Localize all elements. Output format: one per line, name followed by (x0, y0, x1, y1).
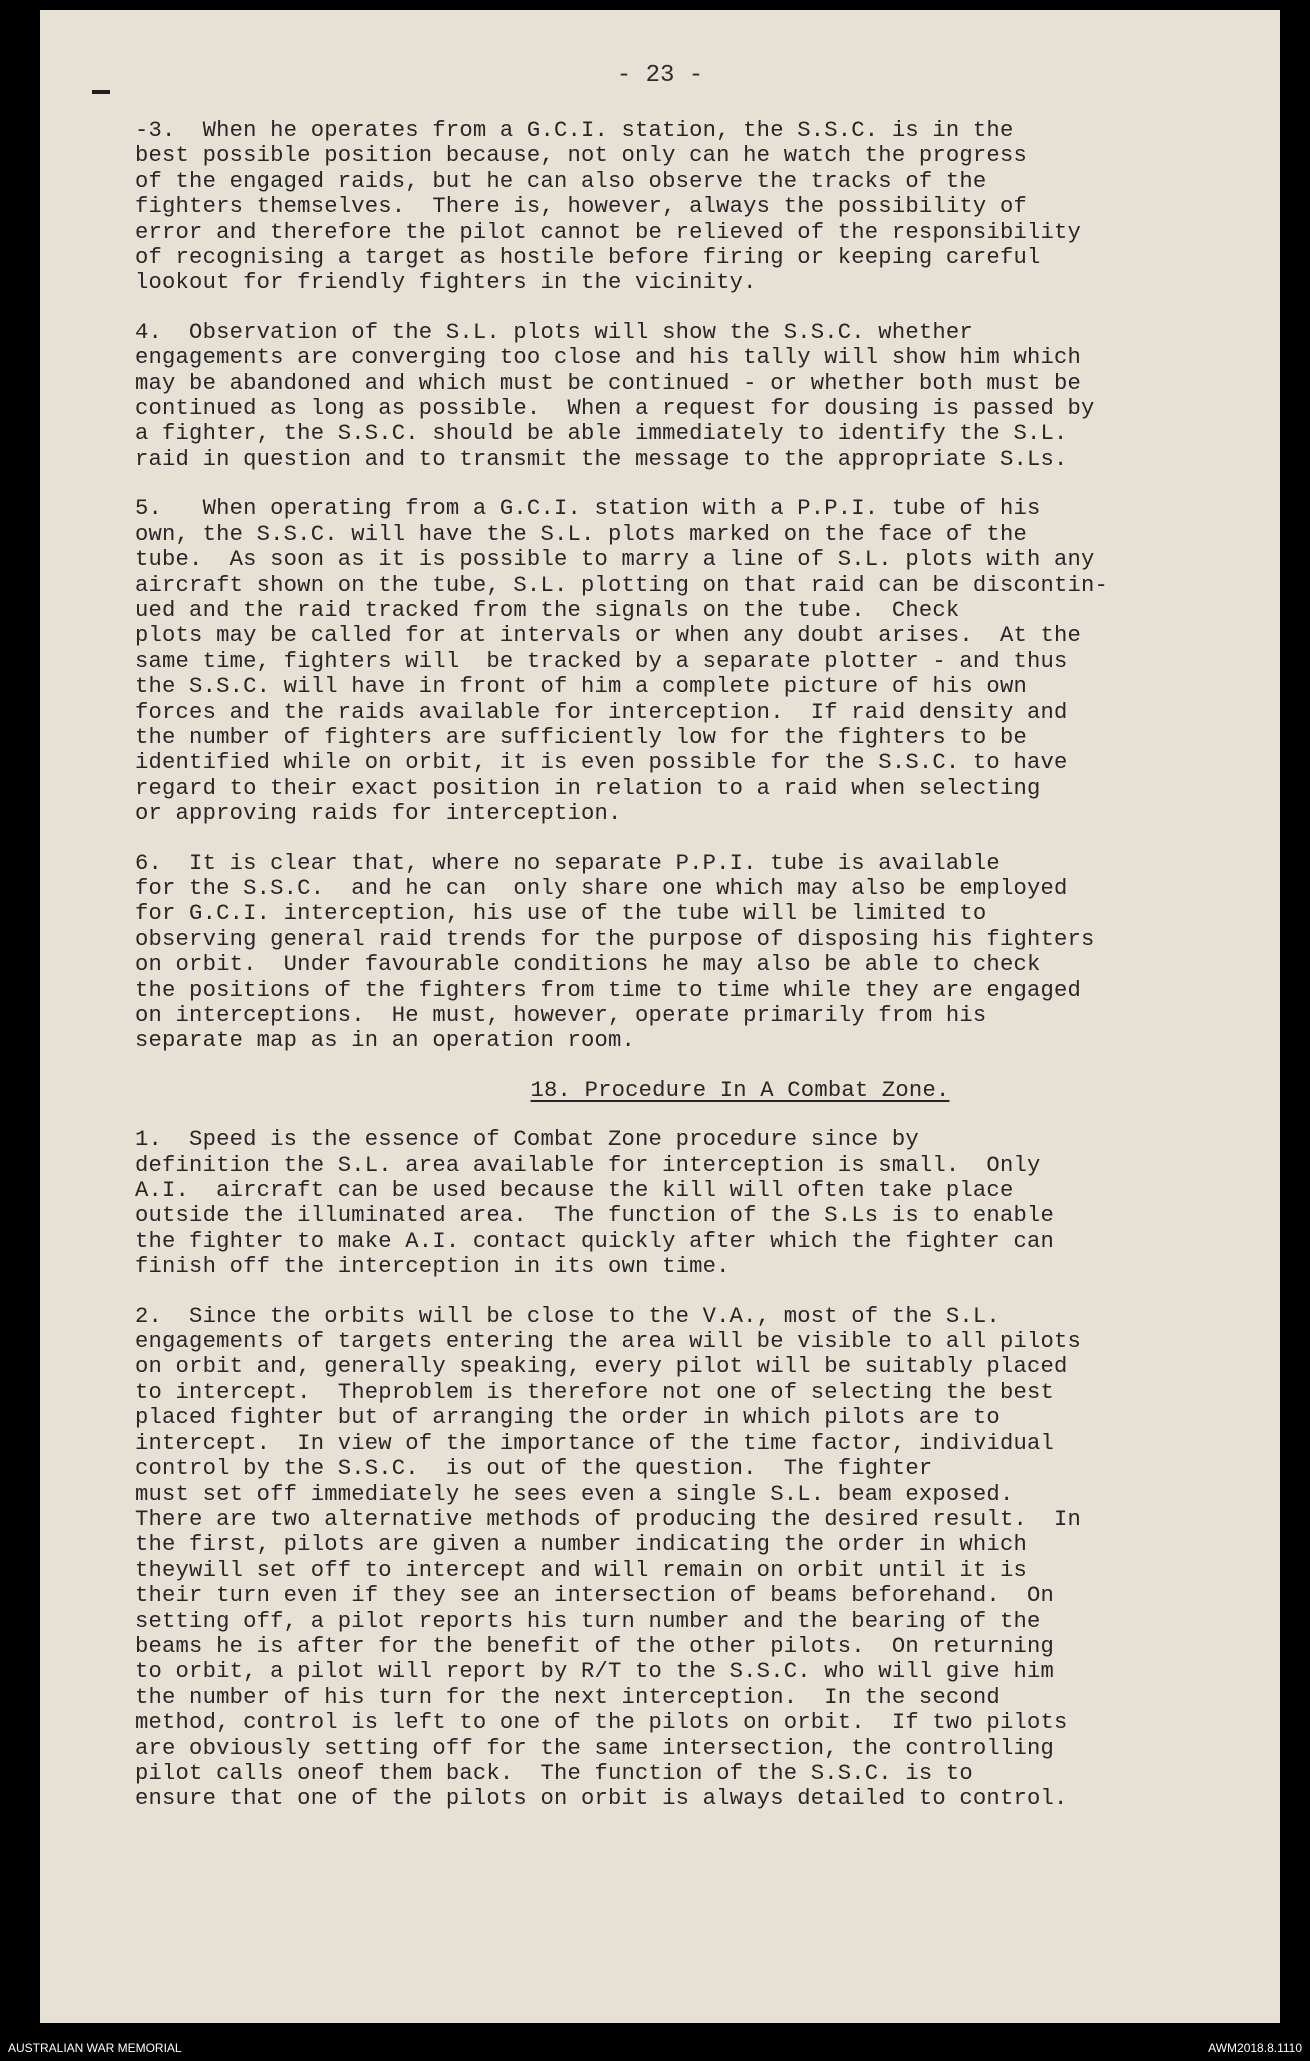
text-line: best possible position because, not only can he watch the progress (135, 143, 1027, 169)
text-line: finish off the interception in its own time. (135, 1254, 730, 1280)
text-line: forces and the raids available for interception. If raid density and (135, 699, 1068, 725)
text-line: the fighter to make A.I. contact quickly after which the fighter can (135, 1228, 1054, 1254)
paragraph (135, 1127, 1255, 1279)
footer-credit: AUSTRALIAN WAR MEMORIAL (8, 2041, 182, 2055)
text-line: continued as long as possible. When a request for dousing is passed by (135, 396, 1095, 422)
text-line: the positions of the fighters from time to time while they are engaged (135, 977, 1082, 1003)
text-line: are obviously setting off for the same intersection, the controlling (135, 1735, 1054, 1761)
text-line: or approving raids for interception. (135, 801, 622, 827)
document-body (135, 118, 1255, 1836)
paragraph-group (135, 118, 1255, 1054)
text-line: separate map as in an operation room. (135, 1028, 636, 1054)
text-line: method, control is left to one of the pilots on orbit. If two pilots (135, 1710, 1068, 1736)
text-line: There are two alternative methods of producing the desired result. In (135, 1506, 1082, 1532)
text-line: placed fighter but of arranging the order in which pilots are to (135, 1405, 1000, 1431)
section-paragraph-group (135, 1127, 1255, 1812)
text-line: control by the S.S.C. is out of the question. The fighter (135, 1456, 933, 1482)
paragraph (135, 320, 1255, 472)
text-line: lookout for friendly fighters in the vicinity. (135, 270, 757, 296)
text-line: engagements of targets entering the area will be visible to all pilots (135, 1329, 1082, 1355)
text-line: ued and the raid tracked from the signals on the tube. Check (135, 597, 960, 623)
text-line: -3. When he operates from a G.C.I. station, the S.S.C. is in the (135, 118, 1014, 143)
text-line: on orbit and, generally speaking, every pilot will be suitably placed (135, 1354, 1068, 1380)
paragraph (135, 496, 1255, 826)
text-line: for the S.S.C. and he can only share one which may also be employed (135, 875, 1068, 901)
text-line: error and therefore the pilot cannot be relieved of the responsibility (135, 219, 1082, 245)
text-line: intercept. In view of the importance of the time factor, individual (135, 1430, 1054, 1456)
text-line: the number of fighters are sufficiently low for the fighters to be (135, 724, 1027, 750)
text-line: 2. Since the orbits will be close to the V.A., most of the S.L. (135, 1303, 1000, 1329)
text-line: of the engaged raids, but he can also observe the tracks of the (135, 168, 987, 194)
text-line: tube. As soon as it is possible to marry a line of S.L. plots with any (135, 547, 1095, 573)
document-page (40, 10, 1280, 2023)
text-line: same time, fighters will be tracked by a separate plotter - and thus (135, 648, 1068, 674)
text-line: beams he is after for the benefit of the other pilots. On returning (135, 1633, 1054, 1659)
text-line: definition the S.L. area available for interception is small. Only (135, 1152, 1041, 1178)
text-line: on orbit. Under favourable conditions he may also be able to check (135, 952, 1041, 978)
text-line: observing general raid trends for the purpose of disposing his fighters (135, 926, 1095, 952)
text-line: a fighter, the S.S.C. should be able immediately to identify the S.L. (135, 421, 1068, 447)
text-line: the first, pilots are given a number indicating the order in which (135, 1532, 1027, 1558)
footer-bar (0, 2023, 1310, 2061)
text-line: the S.S.C. will have in front of him a complete picture of his own (135, 674, 1027, 700)
text-line: setting off, a pilot reports his turn number and the bearing of the (135, 1608, 1041, 1634)
text-line: regard to their exact position in relation to a raid when selecting (135, 775, 1041, 801)
text-line: engagements are converging too close and his tally will show him which (135, 345, 1082, 371)
text-line: own, the S.S.C. will have the S.L. plots marked on the face of the (135, 521, 1027, 547)
text-line: must set off immediately he sees even a single S.L. beam exposed. (135, 1481, 1014, 1507)
text-line: plots may be called for at intervals or when any doubt arises. At the (135, 623, 1082, 649)
text-line: for G.C.I. interception, his use of the tube will be limited to (135, 901, 987, 927)
text-line: aircraft shown on the tube, S.L. plotting on that raid can be discontin- (135, 572, 1109, 598)
text-line: A.I. aircraft can be used because the kill will often take place (135, 1178, 1014, 1204)
page-number: - 23 - (616, 62, 704, 89)
paragraph (135, 118, 1255, 296)
section-heading (135, 1078, 1255, 1103)
text-line: theywill set off to intercept and will remain on orbit until it is (135, 1557, 1027, 1583)
margin-mark (92, 90, 110, 94)
text-line: their turn even if they see an intersection of beams beforehand. On (135, 1583, 1054, 1609)
text-line: raid in question and to transmit the message to the appropriate S.Ls. (135, 446, 1068, 472)
text-line: outside the illuminated area. The function of the S.Ls is to enable (135, 1203, 1054, 1229)
text-line: 5. When operating from a G.C.I. station with a P.P.I. tube of his (135, 496, 1041, 522)
text-line: of recognising a target as hostile before firing or keeping careful (135, 245, 1041, 271)
text-line: may be abandoned and which must be continued - or whether both must be (135, 370, 1082, 396)
text-line: 4. Observation of the S.L. plots will show the S.S.C. whether (135, 319, 973, 345)
section-heading-text: 18. Procedure In A Combat Zone. (530, 1077, 950, 1103)
text-line: on interceptions. He must, however, operate primarily from his (135, 1003, 987, 1028)
text-line: fighters themselves. There is, however, always the possibility of (135, 194, 1027, 220)
text-line: to intercept. Theproblem is therefore not one of selecting the best (135, 1379, 1054, 1405)
text-line: to orbit, a pilot will report by R/T to the S.S.C. who will give him (135, 1659, 1054, 1685)
paragraph (135, 1304, 1255, 1812)
text-line: 6. It is clear that, where no separate P.P.I. tube is available (135, 850, 1000, 876)
footer-reference: AWM2018.8.1110 (1208, 2041, 1302, 2055)
paragraph (135, 851, 1255, 1054)
text-line: pilot calls oneof them back. The function of the S.S.C. is to (135, 1760, 973, 1786)
text-line: the number of his turn for the next interception. In the second (135, 1684, 1000, 1710)
text-line: identified while on orbit, it is even possible for the S.S.C. to have (135, 750, 1068, 776)
text-line: ensure that one of the pilots on orbit is always detailed to control. (135, 1786, 1068, 1812)
text-line: 1. Speed is the essence of Combat Zone procedure since by (135, 1127, 919, 1153)
